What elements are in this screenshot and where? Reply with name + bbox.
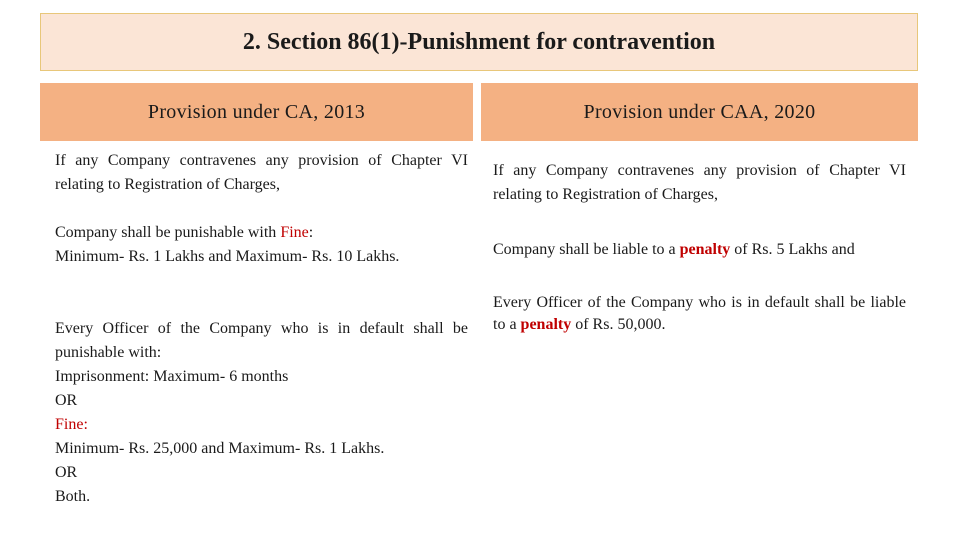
ca-officer-or-2: OR [55,464,78,481]
header-ca-2013-text: Provision under CA, 2013 [147,100,366,123]
caa-para-contravention: If any Company contravenes any provision of Chapter VI relating to Registration of Charges, [493,162,906,203]
caa-officer-penalty-highlight: penalty [520,316,572,333]
ca-company-text: Company shall be punishable with [55,224,281,241]
header-ca-2013 [40,83,473,141]
header-caa-2020 [481,83,918,141]
caa-para-company-penalty [493,239,906,261]
caa-company-penalty-highlight: penalty [679,241,731,258]
ca-officer-fine-range: Minimum- Rs. 25,000 and Maximum- Rs. 1 Lakhs. [55,440,385,457]
ca-officer-both: Both. [55,488,91,505]
ca-para-contravention: If any Company contravenes any provision of Chapter VI relating to Registration of Charges, [55,152,468,193]
slide-title [40,13,918,71]
caa-officer-amount: of Rs. 50,000. [571,316,666,333]
ca-officer-or-1: OR [55,392,78,409]
ca-company-line [55,221,468,245]
ca-para-company-punishment [55,221,468,269]
ca-officer-intro: Every Officer of the Company who is in default shall be punishable with: [55,320,468,361]
ca-fine-highlight: Fine [280,224,309,241]
slide-title-text: 2. Section 86(1)-Punishment for contravention [242,28,716,55]
header-caa-2020-text: Provision under CAA, 2020 [583,100,816,123]
caa-company-text: Company shall be liable to a [493,241,680,258]
caa-officer-text: Every Officer of the Company who is in default shall be liable to a [493,294,906,333]
ca-company-colon: : [308,224,314,241]
caa-company-amount: of Rs. 5 Lakhs and [730,241,855,258]
ca-officer-fine-label: Fine: [55,416,88,433]
ca-company-fine-range: Minimum- Rs. 1 Lakhs and Maximum- Rs. 10 Lakhs. [55,248,400,265]
ca-para-officer-punishment [55,317,468,509]
ca-officer-imprisonment: Imprisonment: Maximum- 6 months [55,368,289,385]
caa-para-officer-penalty [493,292,906,336]
